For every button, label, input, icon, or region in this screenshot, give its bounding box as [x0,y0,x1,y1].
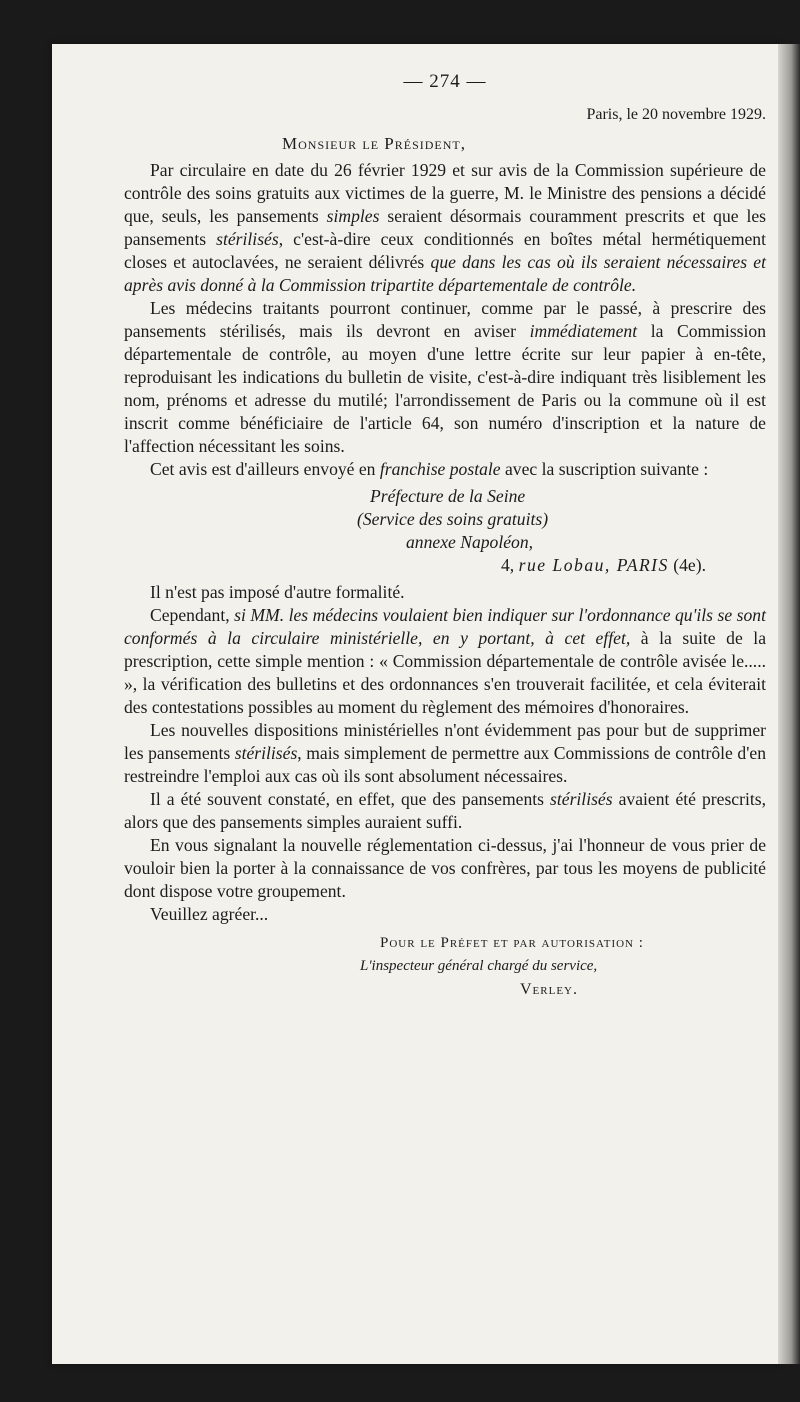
letter-body [124,70,766,1001]
signature-name: Verley. [520,981,578,998]
address-line-1: Préfecture de la Seine [370,486,526,506]
paragraph-7: Il a été souvent constaté, en effet, que des pansements stérilisés avaient été prescrits, alors que des pansements simples auraient suffi. [124,789,767,832]
paragraph-6: Les nouvelles dispositions ministérielles n'ont évidemment pas pour but de supprimer les pansements stérilisés, mais simplement de permettre aux Commissions de contrôle d'en restreindre l'emploi aux cas où ils sont absolument nécessaires. [124,720,766,786]
paragraph-2: Les médecins traitants pourront continuer, comme par le passé, à prescrire des pansements stérilisés, mais ils devront en aviser immédiatement la Commission départementale de contrôle, au moyen d'une lettre écrite sur leur papier à en-tête, reproduisant les indications du bulletin de visite, c'est-à-dire indiquant très lisiblement les nom, prénoms et adresse du mutilé; l'arrondissement de Paris ou la commune où il est inscrit comme bénéficiaire de l'article 64, son numéro d'inscription et la nature de l'affection nécessitant les soins. [124,298,766,456]
paragraph-4: Il n'est pas imposé d'autre formalité. [150,582,405,602]
paragraph-5: Cependant, si MM. les médecins voulaient bien indiquer sur l'ordonnance qu'ils se sont conformés à la circulaire ministérielle, en y portant, à cet effet, à la suite de la prescription, cette simple mention : « Commission départementale de contrôle avisée le..... », la vérification des bulletins et des ordonnances s'en trouverait facilitée, et cela éviterait des contestations possibles au moment du règlement des mémoires d'honoraires. [124,605,767,717]
page-edge [778,44,800,1364]
dateline: Paris, le 20 novembre 1929. [586,106,766,123]
salutation: Monsieur le Président, [282,134,466,153]
paragraph-9: Veuillez agréer... [150,904,269,924]
paragraph-3: Cet avis est d'ailleurs envoyé en franchise postale avec la suscription suivante : [150,459,709,479]
signature-authority: Pour le Préfet et par autorisation : [380,935,644,951]
address-line-3: annexe Napoléon, [406,532,534,552]
address-line-4: 4, rue Lobau, PARIS (4e). [501,555,706,575]
signature-title: L'inspecteur général chargé du service, [360,958,598,974]
postal-address [124,485,766,577]
page-number: — 274 — [403,71,487,92]
paragraph-8: En vous signalant la nouvelle réglementation ci-dessus, j'ai l'honneur de vous prier de vouloir bien la porter à la connaissance de vos confrères, par tous les moyens de publicité dont dispose votre groupement. [124,835,766,901]
address-line-2: (Service des soins gratuits) [357,509,549,529]
paragraph-1: Par circulaire en date du 26 février 1929 et sur avis de la Commission supérieure de contrôle des soins gratuits aux victimes de la guerre, M. le Ministre des pensions a décidé que, seuls, les pansements simples seraient désormais couramment prescrits et que les pansements stérilisés, c'est-à-dire ceux conditionnés en boîtes métal hermétiquement closes et autoclavées, ne seraient délivrés que dans les cas où ils seraient nécessaires et après avis donné à la Commission tripartite départementale de contrôle. [124,160,767,295]
